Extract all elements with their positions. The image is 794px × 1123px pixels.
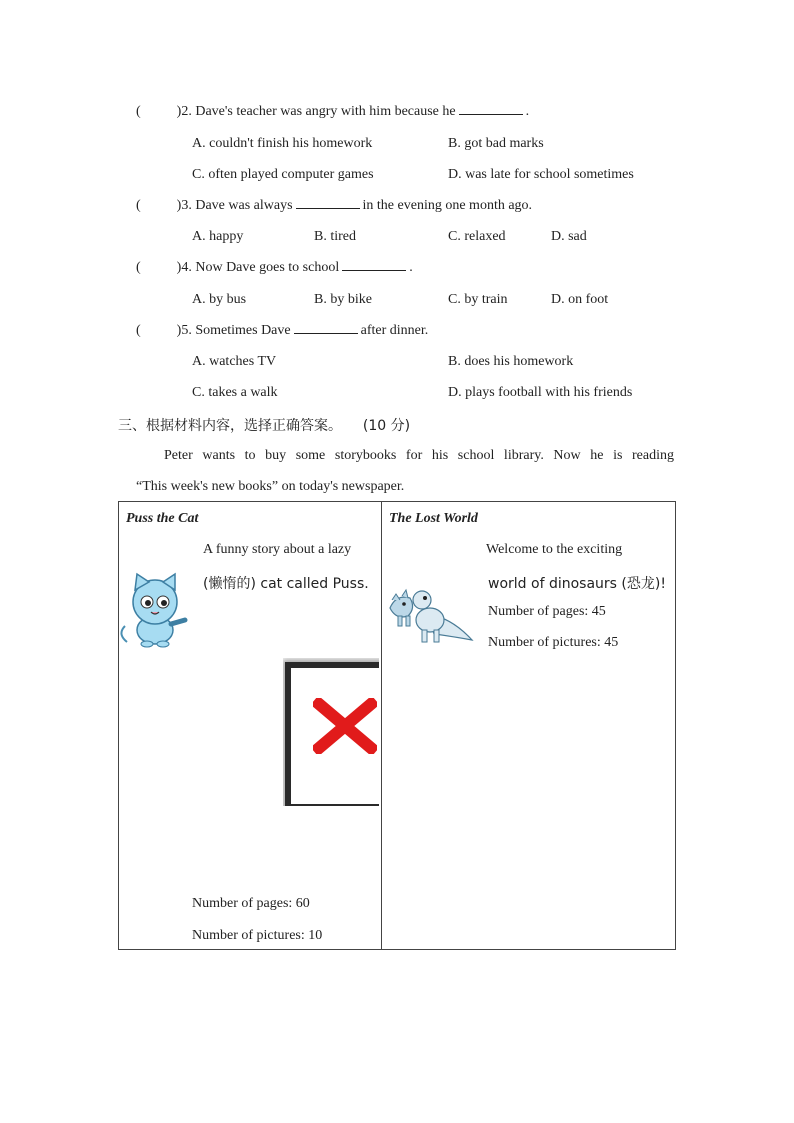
option-a: A. by bus <box>192 292 247 307</box>
question-stem: 3. Dave was always <box>181 198 293 213</box>
question-stem: 4. Now Dave goes to school <box>181 260 340 275</box>
book-title: The Lost World <box>389 511 478 526</box>
answer-bracket-open[interactable]: ( <box>136 104 141 119</box>
question-stem: 2. Dave's teacher was angry with him because he <box>181 104 456 119</box>
intro-line-1: Peter wants to buy some storybooks for his school library. Now he is reading <box>164 448 674 463</box>
book-pages: Number of pages: 60 <box>192 896 310 911</box>
book-cell-lost-world <box>382 502 676 950</box>
answer-blank[interactable] <box>296 198 360 209</box>
intro-line-2: “This week's new books” on today's newspaper. <box>136 479 405 494</box>
book-cell-puss <box>119 502 382 950</box>
book-description-line-1: Welcome to the exciting <box>486 542 623 557</box>
question-5 <box>136 323 428 339</box>
book-description-line-1: A funny story about a lazy <box>203 542 352 557</box>
answer-bracket-open[interactable]: ( <box>136 323 141 338</box>
answer-bracket-close: ) <box>176 323 182 338</box>
option-b: B. by bike <box>314 292 372 307</box>
answer-blank[interactable] <box>459 104 523 115</box>
question-4 <box>136 260 413 276</box>
option-d: D. on foot <box>551 292 609 307</box>
question-stem-end: after dinner. <box>360 323 429 338</box>
answer-bracket-open[interactable]: ( <box>136 198 141 213</box>
answer-bracket-close: ) <box>176 104 182 119</box>
option-d: D. plays football with his friends <box>448 385 633 400</box>
option-d: D. was late for school sometimes <box>448 167 634 182</box>
book-description-line-2: (懒惰的) cat called Puss. <box>203 576 369 592</box>
question-stem-end: in the evening one month ago. <box>362 198 533 213</box>
book-pictures: Number of pictures: 45 <box>488 635 619 650</box>
option-b: B. tired <box>314 229 356 244</box>
option-c: C. relaxed <box>448 229 506 244</box>
section-heading-text: 三、根据材料内容，选择正确答案。 <box>118 418 342 434</box>
option-c: C. takes a walk <box>192 385 278 400</box>
question-2 <box>136 104 529 120</box>
section-heading <box>118 415 410 435</box>
question-3 <box>136 198 532 214</box>
book-description-line-2: world of dinosaurs (恐龙)! <box>488 576 666 592</box>
option-a: A. couldn't finish his homework <box>192 136 373 151</box>
question-stem: 5. Sometimes Dave <box>181 323 291 338</box>
option-b: B. does his homework <box>448 354 574 369</box>
question-stem-end: . <box>525 104 530 119</box>
option-a: A. happy <box>192 229 244 244</box>
answer-bracket-open[interactable]: ( <box>136 260 141 275</box>
broken-image-icon <box>283 658 379 806</box>
books-table <box>118 501 676 950</box>
section-score: (10 分) <box>362 418 411 434</box>
book-pages: Number of pages: 45 <box>488 604 606 619</box>
answer-blank[interactable] <box>342 260 406 271</box>
answer-blank[interactable] <box>294 323 358 334</box>
book-title: Puss the Cat <box>126 511 199 526</box>
answer-bracket-close: ) <box>176 198 182 213</box>
cat-icon <box>119 572 189 648</box>
book-pictures: Number of pictures: 10 <box>192 928 323 943</box>
option-c: C. by train <box>448 292 508 307</box>
option-b: B. got bad marks <box>448 136 544 151</box>
option-d: D. sad <box>551 229 587 244</box>
red-x-icon <box>313 698 377 754</box>
option-c: C. often played computer games <box>192 167 374 182</box>
question-stem-end: . <box>409 260 413 275</box>
answer-bracket-close: ) <box>176 260 182 275</box>
dinosaur-icon <box>388 586 476 646</box>
option-a: A. watches TV <box>192 354 277 369</box>
